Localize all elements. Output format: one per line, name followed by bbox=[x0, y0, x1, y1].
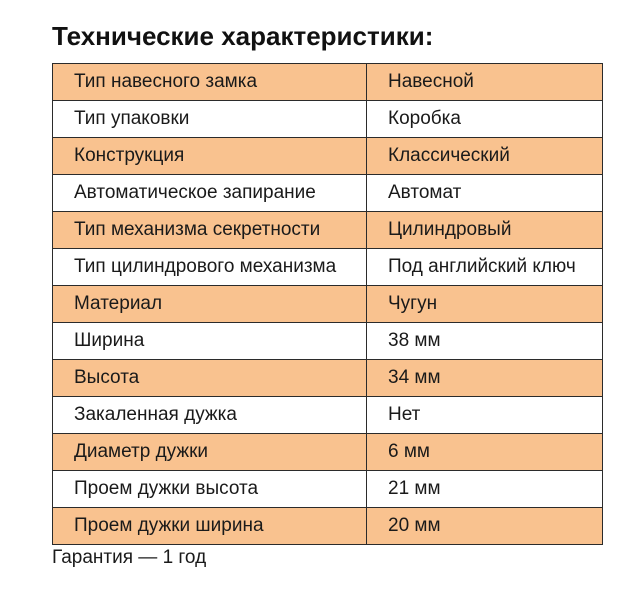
table-row bbox=[53, 360, 603, 397]
spec-value: 6 мм bbox=[367, 434, 603, 471]
spec-value: Чугун bbox=[367, 286, 603, 323]
spec-name: Диаметр дужки bbox=[53, 434, 367, 471]
spec-value: Нет bbox=[367, 397, 603, 434]
warranty-note: Гарантия — 1 год bbox=[52, 547, 207, 568]
table-row bbox=[53, 138, 603, 175]
spec-value: 20 мм bbox=[367, 508, 603, 545]
table-row bbox=[53, 212, 603, 249]
spec-name: Проем дужки ширина bbox=[53, 508, 367, 545]
spec-name: Высота bbox=[53, 360, 367, 397]
spec-value: 34 мм bbox=[367, 360, 603, 397]
spec-name: Ширина bbox=[53, 323, 367, 360]
spec-name: Автоматическое запирание bbox=[53, 175, 367, 212]
spec-value: Цилиндровый bbox=[367, 212, 603, 249]
page-title: Технические характеристики: bbox=[52, 21, 434, 51]
table-row bbox=[53, 434, 603, 471]
spec-value: Под английский ключ bbox=[367, 249, 603, 286]
spec-name: Тип механизма секретности bbox=[53, 212, 367, 249]
spec-name: Проем дужки высота bbox=[53, 471, 367, 508]
spec-value: 21 мм bbox=[367, 471, 603, 508]
table-row bbox=[53, 471, 603, 508]
spec-table bbox=[52, 63, 603, 545]
table-row bbox=[53, 175, 603, 212]
spec-name: Материал bbox=[53, 286, 367, 323]
spec-value: Коробка bbox=[367, 101, 603, 138]
spec-value: Навесной bbox=[367, 64, 603, 101]
table-row bbox=[53, 64, 603, 101]
table-row bbox=[53, 249, 603, 286]
spec-value: Автомат bbox=[367, 175, 603, 212]
spec-name: Конструкция bbox=[53, 138, 367, 175]
spec-name: Закаленная дужка bbox=[53, 397, 367, 434]
table-row bbox=[53, 397, 603, 434]
table-row bbox=[53, 101, 603, 138]
spec-name: Тип упаковки bbox=[53, 101, 367, 138]
table-row bbox=[53, 323, 603, 360]
table-row bbox=[53, 286, 603, 323]
table-row bbox=[53, 508, 603, 545]
spec-name: Тип навесного замка bbox=[53, 64, 367, 101]
spec-name: Тип цилиндрового механизма bbox=[53, 249, 367, 286]
spec-value: 38 мм bbox=[367, 323, 603, 360]
spec-value: Классический bbox=[367, 138, 603, 175]
